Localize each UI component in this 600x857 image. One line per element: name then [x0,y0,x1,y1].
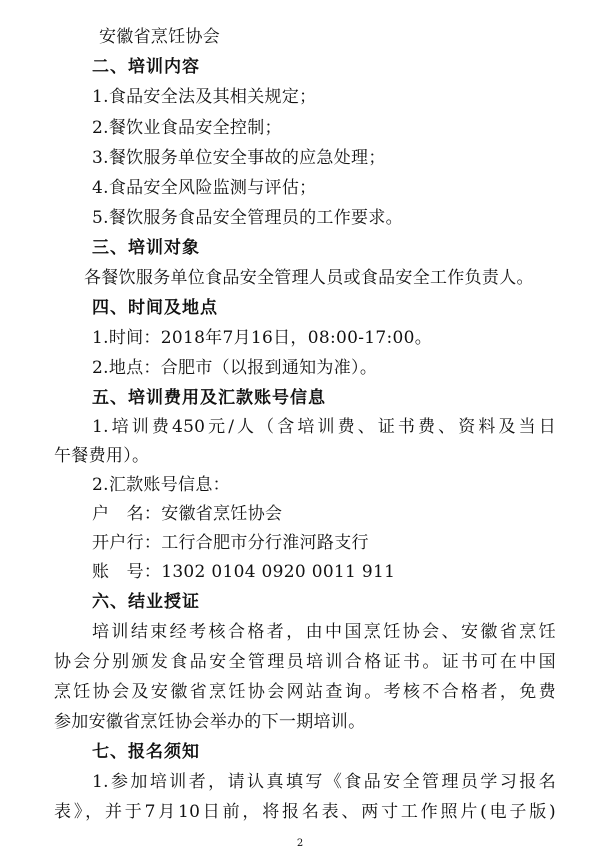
content-item-5: 5.餐饮服务食品安全管理员的工作要求。 [92,208,403,228]
fee-line: 1.培训费450元/人（含培训费、证书费、资料及当日 [92,417,556,437]
section-heading-certification: 六、结业授证 [92,592,200,612]
content-item-4: 4.食品安全风险监测与评估； [92,178,317,198]
fee-line-continued: 午餐费用）。 [54,446,150,466]
section-heading-training-content: 二、培训内容 [92,57,200,77]
time-line: 1.时间：2018年7月16日，08:00-17:00。 [92,328,433,348]
page-number: 2 [296,838,304,849]
registration-paragraph-line-2: 表》，并于7月10日前，将报名表、两寸工作照片(电子版) [54,802,556,822]
section-heading-time-place: 四、时间及地点 [92,298,218,318]
place-line: 2.地点：合肥市（以报到通知为准）。 [92,358,378,378]
account-info-label: 2.汇款账号信息： [92,475,230,495]
content-item-1: 1.食品安全法及其相关规定； [92,87,317,107]
certification-paragraph-line-2: 协会分别颁发食品安全管理员培训合格证书。证书可在中国 [54,652,556,672]
content-item-2: 2.餐饮业食品安全控制； [92,118,282,138]
org-name-line: 安徽省烹饪协会 [99,27,221,47]
section-heading-training-target: 三、培训对象 [92,238,200,258]
target-description: 各餐饮服务单位食品安全管理人员或食品安全工作负责人。 [84,268,534,288]
registration-paragraph-line-1: 1.参加培训者，请认真填写《食品安全管理员学习报名 [92,772,556,792]
section-heading-fees-account: 五、培训费用及汇款账号信息 [92,388,326,408]
bank-line: 开户行：工行合肥市分行淮河路支行 [92,533,369,553]
account-holder-line: 户 名：安徽省烹饪协会 [92,504,283,524]
certification-paragraph-line-4: 参加安徽省烹饪协会举办的下一期培训。 [54,712,366,732]
account-number-line: 账 号：1302 0104 0920 0011 911 [92,562,396,582]
section-heading-registration: 七、报名须知 [92,742,200,762]
certification-paragraph-line-3: 烹饪协会及安徽省烹饪协会网站查询。考核不合格者，免费 [54,682,556,702]
content-item-3: 3.餐饮服务单位安全事故的应急处理； [92,148,386,168]
certification-paragraph-line-1: 培训结束经考核合格者，由中国烹饪协会、安徽省烹饪 [92,622,556,642]
